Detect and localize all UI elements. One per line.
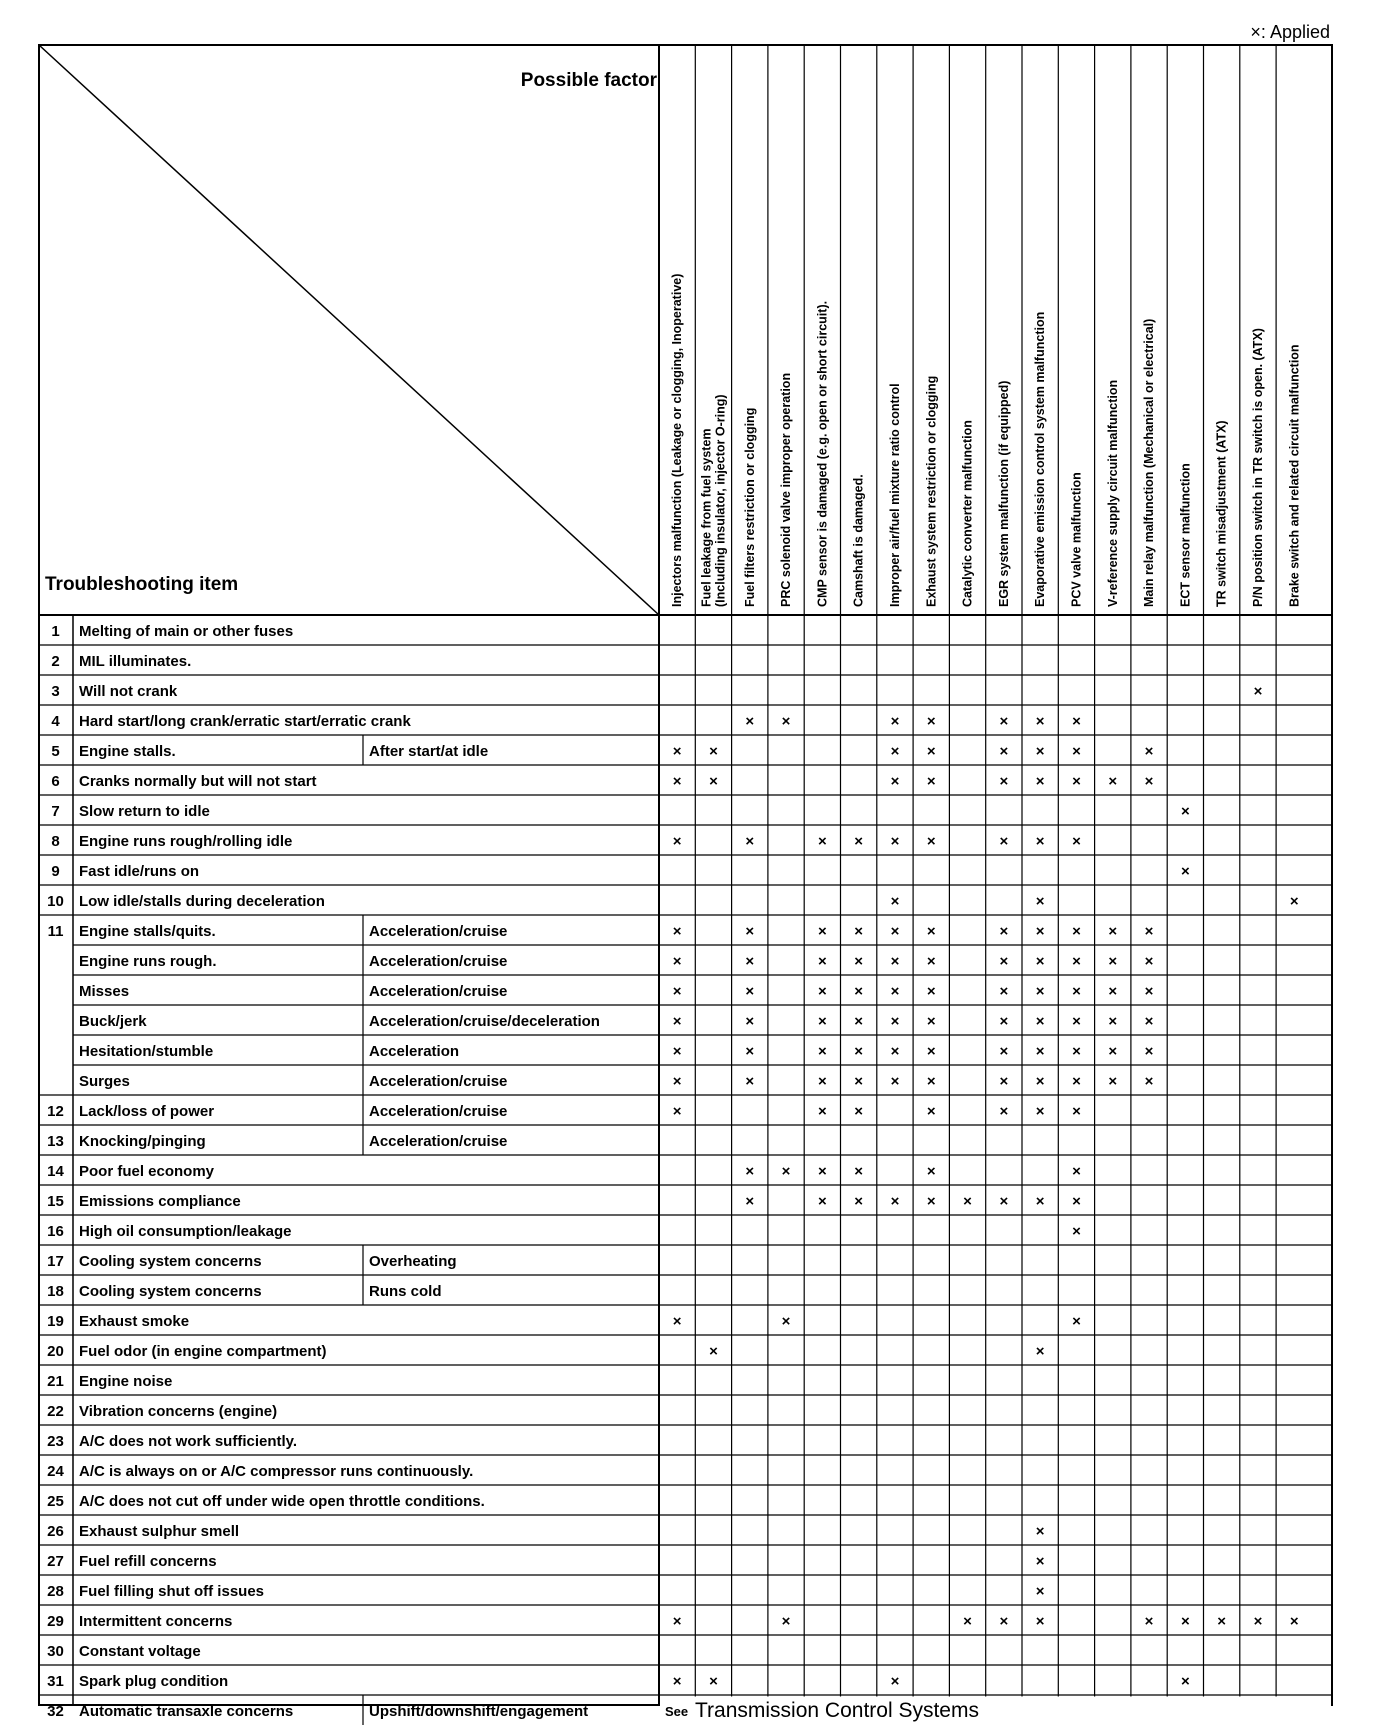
row-item: Constant voltage xyxy=(79,1643,201,1660)
row-number: 31 xyxy=(47,1673,64,1690)
applied-mark: × xyxy=(1072,713,1081,730)
applied-mark: × xyxy=(926,773,936,790)
applied-mark: × xyxy=(745,713,755,730)
applied-mark: × xyxy=(672,833,682,850)
applied-mark: × xyxy=(672,773,682,790)
row-number: 17 xyxy=(47,1253,64,1270)
row-number: 16 xyxy=(47,1223,64,1240)
applied-mark: × xyxy=(1035,923,1045,940)
applied-mark: × xyxy=(999,953,1009,970)
row-item: Fuel filling shut off issues xyxy=(79,1583,265,1600)
applied-mark: × xyxy=(1072,1073,1081,1090)
row-number: 1 xyxy=(51,623,60,640)
applied-mark: × xyxy=(926,1013,936,1030)
row-item: Fuel odor (in engine compartment) xyxy=(79,1343,327,1360)
row-number: 18 xyxy=(47,1283,64,1300)
applied-mark: × xyxy=(926,1043,936,1060)
applied-mark: × xyxy=(672,1673,682,1690)
applied-mark: × xyxy=(1180,1613,1190,1630)
applied-mark: × xyxy=(1144,923,1154,940)
applied-mark: × xyxy=(854,1043,864,1060)
applied-mark: × xyxy=(1035,953,1045,970)
applied-mark: × xyxy=(999,923,1009,940)
row-number: 9 xyxy=(51,863,60,880)
applied-mark: × xyxy=(890,713,900,730)
applied-mark: × xyxy=(745,953,755,970)
applied-mark: × xyxy=(817,833,827,850)
row-number: 12 xyxy=(47,1103,64,1120)
applied-mark: × xyxy=(1108,1013,1118,1030)
applied-mark: × xyxy=(890,1073,900,1090)
applied-mark: × xyxy=(890,773,900,790)
row-number: 30 xyxy=(47,1643,64,1660)
row-condition: Acceleration/cruise xyxy=(369,983,508,1000)
applied-mark: × xyxy=(672,1103,682,1120)
row-number: 15 xyxy=(47,1193,64,1210)
applied-mark: × xyxy=(672,1613,682,1630)
row-item: Cooling system concerns xyxy=(79,1253,262,1270)
applied-mark: × xyxy=(890,1193,900,1210)
applied-mark: × xyxy=(1144,953,1154,970)
applied-mark: × xyxy=(1144,1073,1154,1090)
applied-mark: × xyxy=(999,1013,1009,1030)
applied-mark: × xyxy=(672,1073,682,1090)
row-condition: Acceleration/cruise xyxy=(369,1073,508,1090)
applied-mark: × xyxy=(1072,1013,1081,1030)
row-number: 5 xyxy=(51,743,60,760)
applied-mark: × xyxy=(1180,1673,1190,1690)
row-condition: Upshift/downshift/engagement xyxy=(369,1703,589,1720)
applied-mark: × xyxy=(1108,923,1118,940)
applied-mark: × xyxy=(963,1193,972,1210)
row-number: 21 xyxy=(47,1373,64,1390)
row-item: High oil consumption/leakage xyxy=(79,1223,292,1240)
see-reference: Transmission Control Systems xyxy=(695,1699,979,1722)
applied-mark: × xyxy=(817,983,827,1000)
applied-mark: × xyxy=(999,1193,1009,1210)
applied-mark: × xyxy=(817,1043,827,1060)
applied-mark: × xyxy=(1180,863,1190,880)
row-item: Engine stalls/quits. xyxy=(79,923,216,940)
applied-mark: × xyxy=(926,1193,936,1210)
row-number: 14 xyxy=(47,1163,64,1180)
row-number: 4 xyxy=(51,713,60,730)
applied-mark: × xyxy=(1035,1073,1045,1090)
applied-mark: × xyxy=(1035,773,1045,790)
applied-mark: × xyxy=(817,923,827,940)
applied-mark: × xyxy=(926,1073,936,1090)
applied-mark: × xyxy=(817,1193,827,1210)
troubleshooting-matrix xyxy=(38,44,1333,1722)
row-condition: Overheating xyxy=(369,1253,457,1270)
row-item: Fuel refill concerns xyxy=(79,1553,217,1570)
applied-mark: × xyxy=(1289,1613,1299,1630)
applied-mark: × xyxy=(1035,713,1045,730)
row-item: Engine runs rough. xyxy=(79,953,217,970)
applied-mark: × xyxy=(963,1613,972,1630)
row-number: 8 xyxy=(51,833,60,850)
applied-mark: × xyxy=(745,1193,755,1210)
factor-label-1: (Including insulator, injector O-ring) xyxy=(713,394,728,607)
applied-mark: × xyxy=(781,713,791,730)
factor-label-14: ECT sensor malfunction xyxy=(1178,463,1193,607)
applied-mark: × xyxy=(1035,1523,1045,1540)
row-condition: Acceleration/cruise xyxy=(369,923,508,940)
applied-mark: × xyxy=(1108,953,1118,970)
row-item: Lack/loss of power xyxy=(79,1103,215,1120)
row-item: Surges xyxy=(79,1073,130,1090)
applied-mark: × xyxy=(672,923,682,940)
row-number: 10 xyxy=(47,893,64,910)
row-item: Fast idle/runs on xyxy=(79,863,200,880)
applied-mark: × xyxy=(890,953,900,970)
table-border xyxy=(39,45,1332,1705)
applied-mark: × xyxy=(854,1103,864,1120)
applied-mark: × xyxy=(854,923,864,940)
row-condition: After start/at idle xyxy=(369,743,489,760)
factor-label-6: Improper air/fuel mixture ratio control xyxy=(887,383,902,607)
applied-mark: × xyxy=(999,833,1009,850)
applied-mark: × xyxy=(817,953,827,970)
applied-mark: × xyxy=(709,1673,718,1690)
factor-label-2: Fuel filters restriction or clogging xyxy=(742,407,757,607)
applied-mark: × xyxy=(1144,773,1154,790)
row-item: A/C is always on or A/C compressor runs continuously. xyxy=(79,1463,474,1480)
applied-mark: × xyxy=(817,1073,827,1090)
applied-mark: × xyxy=(854,983,864,1000)
applied-mark: × xyxy=(1253,683,1263,700)
applied-mark: × xyxy=(672,1043,682,1060)
applied-mark: × xyxy=(1072,1043,1081,1060)
row-item: Knocking/pinging xyxy=(79,1133,206,1150)
applied-mark: × xyxy=(1289,893,1299,910)
applied-mark: × xyxy=(854,1163,864,1180)
applied-mark: × xyxy=(1035,833,1045,850)
row-item: Engine stalls. xyxy=(79,743,176,760)
applied-mark: × xyxy=(817,1103,827,1120)
row-item: Hesitation/stumble xyxy=(79,1043,214,1060)
row-condition: Acceleration xyxy=(369,1043,460,1060)
factor-label-16: P/N position switch in TR switch is open. (ATX) xyxy=(1250,328,1265,607)
applied-mark: × xyxy=(1108,773,1118,790)
applied-mark: × xyxy=(1072,923,1081,940)
applied-mark: × xyxy=(672,983,682,1000)
applied-mark: × xyxy=(999,1043,1009,1060)
row-number: 25 xyxy=(47,1493,64,1510)
row-number: 20 xyxy=(47,1343,64,1360)
applied-mark: × xyxy=(926,1103,936,1120)
applied-mark: × xyxy=(1035,1103,1045,1120)
applied-mark: × xyxy=(890,833,900,850)
row-item: Slow return to idle xyxy=(79,803,210,820)
applied-mark: × xyxy=(890,983,900,1000)
applied-mark: × xyxy=(926,1163,936,1180)
row-item: Buck/jerk xyxy=(79,1013,147,1030)
applied-mark: × xyxy=(999,1613,1009,1630)
applied-mark: × xyxy=(999,743,1009,760)
applied-mark: × xyxy=(999,983,1009,1000)
row-item: Melting of main or other fuses xyxy=(79,623,294,640)
applied-mark: × xyxy=(1072,1103,1081,1120)
row-item: A/C does not cut off under wide open throttle conditions. xyxy=(79,1493,485,1510)
row-item: Exhaust sulphur smell xyxy=(79,1523,240,1540)
applied-mark: × xyxy=(890,1673,900,1690)
row-item: MIL illuminates. xyxy=(79,653,192,670)
factor-label-0: Injectors malfunction (Leakage or clogging, Inoperative) xyxy=(670,273,685,607)
applied-mark: × xyxy=(1072,1163,1081,1180)
applied-mark: × xyxy=(745,983,755,1000)
applied-mark: × xyxy=(890,1013,900,1030)
row-item: Cooling system concerns xyxy=(79,1283,262,1300)
applied-mark: × xyxy=(672,743,682,760)
applied-mark: × xyxy=(1035,1583,1045,1600)
row-item: Spark plug condition xyxy=(79,1673,229,1690)
applied-mark: × xyxy=(1072,953,1081,970)
applied-mark: × xyxy=(1035,1043,1045,1060)
applied-mark: × xyxy=(999,1073,1009,1090)
row-item: Misses xyxy=(79,983,130,1000)
row-item: Poor fuel economy xyxy=(79,1163,215,1180)
row-item: Cranks normally but will not start xyxy=(79,773,317,790)
applied-mark: × xyxy=(1072,743,1081,760)
factor-label-15: TR switch misadjustment (ATX) xyxy=(1214,420,1229,607)
mark-cells xyxy=(660,683,1331,1724)
applied-mark: × xyxy=(745,1073,755,1090)
applied-mark: × xyxy=(1035,1613,1045,1630)
factor-label-4: CMP sensor is damaged (e.g. open or short circuit). xyxy=(815,300,830,607)
row-item: Vibration concerns (engine) xyxy=(79,1403,278,1420)
applied-mark: × xyxy=(1072,1193,1081,1210)
applied-mark: × xyxy=(854,953,864,970)
applied-mark: × xyxy=(1072,833,1081,850)
factor-label-12: V-reference supply circuit malfunction xyxy=(1105,379,1120,607)
row-number: 11 xyxy=(47,923,64,940)
applied-mark: × xyxy=(1035,1553,1045,1570)
applied-mark: × xyxy=(745,833,755,850)
factor-label-10: Evaporative emission control system malfunction xyxy=(1033,311,1048,607)
factor-label-8: Catalytic converter malfunction xyxy=(960,420,975,607)
applied-mark: × xyxy=(1035,1193,1045,1210)
applied-mark: × xyxy=(854,1073,864,1090)
applied-mark: × xyxy=(672,953,682,970)
row-cells xyxy=(47,623,600,1720)
factor-label-5: Camshaft is damaged. xyxy=(851,474,866,607)
applied-mark: × xyxy=(854,1193,864,1210)
applied-mark: × xyxy=(817,1163,827,1180)
applied-mark: × xyxy=(1144,743,1154,760)
applied-mark: × xyxy=(1072,983,1081,1000)
row-number: 28 xyxy=(47,1583,64,1600)
see-prefix: See xyxy=(665,1704,689,1719)
applied-mark: × xyxy=(709,743,718,760)
applied-mark: × xyxy=(854,1013,864,1030)
applied-mark: × xyxy=(1217,1613,1227,1630)
applied-mark: × xyxy=(926,953,936,970)
applied-mark: × xyxy=(1035,743,1045,760)
row-number: 2 xyxy=(51,653,60,670)
factor-label-17: Brake switch and related circuit malfunction xyxy=(1287,344,1302,607)
applied-mark: × xyxy=(1108,1043,1118,1060)
applied-mark: × xyxy=(781,1163,791,1180)
row-number: 24 xyxy=(47,1463,64,1480)
applied-mark: × xyxy=(1035,893,1045,910)
applied-mark: × xyxy=(745,1163,755,1180)
factor-label-3: PRC solenoid valve improper operation xyxy=(779,372,794,607)
applied-mark: × xyxy=(890,893,900,910)
applied-mark: × xyxy=(1144,1013,1154,1030)
possible-factor-header: Possible factor xyxy=(520,70,657,91)
applied-mark: × xyxy=(1035,1013,1045,1030)
row-item: A/C does not work sufficiently. xyxy=(79,1433,298,1450)
applied-mark: × xyxy=(709,773,718,790)
row-item: Intermittent concerns xyxy=(79,1613,233,1630)
applied-mark: × xyxy=(999,1103,1009,1120)
applied-mark: × xyxy=(999,713,1009,730)
row-number: 23 xyxy=(47,1433,64,1450)
legend: ×: Applied xyxy=(1250,22,1330,42)
row-condition: Runs cold xyxy=(369,1283,442,1300)
row-condition: Acceleration/cruise xyxy=(369,953,508,970)
row-item: Low idle/stalls during deceleration xyxy=(79,893,325,910)
row-number: 22 xyxy=(47,1403,64,1420)
applied-mark: × xyxy=(1072,773,1081,790)
row-number: 26 xyxy=(47,1523,64,1540)
row-number: 27 xyxy=(47,1553,64,1570)
row-item: Automatic transaxle concerns xyxy=(79,1703,294,1720)
applied-mark: × xyxy=(817,1013,827,1030)
row-number: 6 xyxy=(51,773,60,790)
row-number: 13 xyxy=(47,1133,64,1150)
row-item: Engine runs rough/rolling idle xyxy=(79,833,293,850)
row-number: 19 xyxy=(47,1313,64,1330)
row-number: 7 xyxy=(51,803,60,820)
factor-label-1: Fuel leakage from fuel system xyxy=(699,428,714,607)
applied-mark: × xyxy=(854,833,864,850)
factor-label-7: Exhaust system restriction or clogging xyxy=(924,375,939,607)
applied-mark: × xyxy=(1072,1313,1081,1330)
row-condition: Acceleration/cruise xyxy=(369,1133,508,1150)
applied-mark: × xyxy=(890,1043,900,1060)
applied-mark: × xyxy=(1108,1073,1118,1090)
applied-mark: × xyxy=(745,1013,755,1030)
applied-mark: × xyxy=(1035,1343,1045,1360)
applied-mark: × xyxy=(890,743,900,760)
applied-mark: × xyxy=(781,1313,791,1330)
applied-mark: × xyxy=(926,983,936,1000)
applied-mark: × xyxy=(999,773,1009,790)
row-number: 32 xyxy=(47,1703,64,1720)
factor-label-13: Main relay malfunction (Mechanical or electrical) xyxy=(1142,318,1157,607)
troubleshooting-item-header: Troubleshooting item xyxy=(45,574,239,595)
row-item: Hard start/long crank/erratic start/erratic crank xyxy=(79,713,411,730)
applied-mark: × xyxy=(926,713,936,730)
applied-mark: × xyxy=(781,1613,791,1630)
applied-mark: × xyxy=(672,1313,682,1330)
applied-mark: × xyxy=(1144,983,1154,1000)
applied-mark: × xyxy=(926,743,936,760)
factor-label-9: EGR system malfunction (if equipped) xyxy=(996,380,1011,607)
row-item: Will not crank xyxy=(79,683,178,700)
applied-mark: × xyxy=(890,923,900,940)
row-item: Engine noise xyxy=(79,1373,173,1390)
applied-mark: × xyxy=(672,1013,682,1030)
row-number: 29 xyxy=(47,1613,64,1630)
factor-label-11: PCV valve malfunction xyxy=(1069,472,1084,607)
row-item: Exhaust smoke xyxy=(79,1313,190,1330)
applied-mark: × xyxy=(926,923,936,940)
applied-mark: × xyxy=(926,833,936,850)
applied-mark: × xyxy=(709,1343,718,1360)
row-condition: Acceleration/cruise/deceleration xyxy=(369,1013,600,1030)
applied-mark: × xyxy=(745,923,755,940)
applied-mark: × xyxy=(1180,803,1190,820)
applied-mark: × xyxy=(1072,1223,1081,1240)
header-diagonal xyxy=(39,45,659,615)
applied-mark: × xyxy=(745,1043,755,1060)
applied-mark: × xyxy=(1144,1043,1154,1060)
applied-mark: × xyxy=(1108,983,1118,1000)
row-condition: Acceleration/cruise xyxy=(369,1103,508,1120)
row-item: Emissions compliance xyxy=(79,1193,241,1210)
applied-mark: × xyxy=(1035,983,1045,1000)
row-number: 3 xyxy=(51,683,60,700)
applied-mark: × xyxy=(1253,1613,1263,1630)
applied-mark: × xyxy=(1144,1613,1154,1630)
